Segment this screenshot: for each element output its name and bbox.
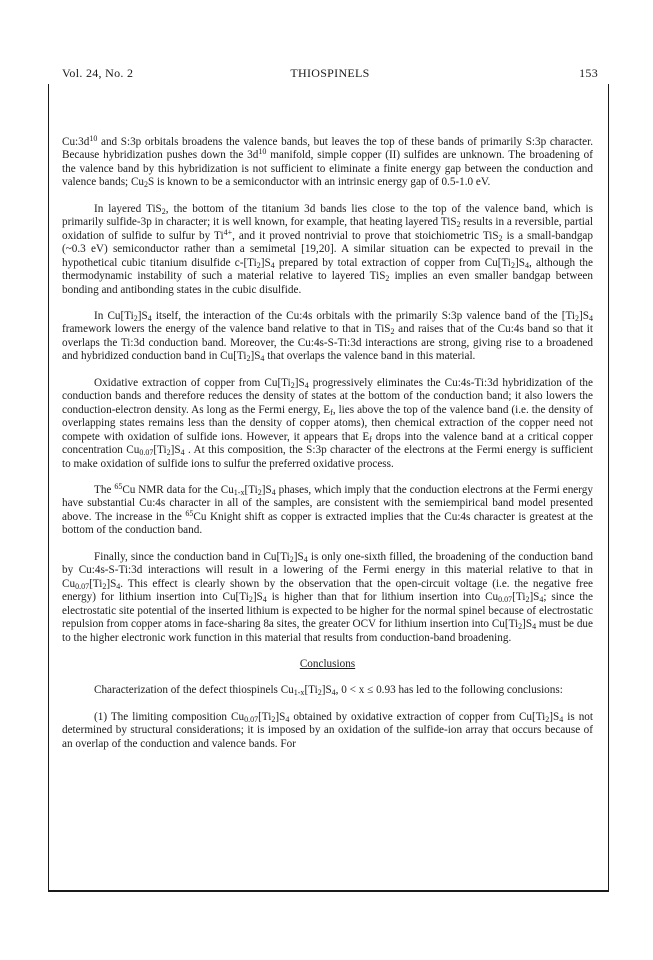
running-title: THIOSPINELS (290, 66, 370, 80)
volume-info: Vol. 24, No. 2 (62, 66, 134, 80)
paragraph-5: The $^{65}$Cu NMR data for the $Cu_{1-x}[Ti_2]S_4$ phases, which imply that the conduction electrons at the Fermi energy have substantial Cu:4s character in all of the samples, are consistent with the semiempirical band model presented above. The increase in the $^{65}$Cu Knight shift as copper is extracted implies that the Cu:4s character is greatest at the bottom of the conduction band. (62, 481, 593, 537)
page-number: 153 (579, 66, 598, 80)
section-heading-conclusions: Conclusions (299, 657, 356, 670)
conclusion-item-1: (1) The limiting composition $Cu_{0.07}[Ti_2]S_4$ obtained by oxidative extraction of copper from $Cu[Ti_2]S_4$ is not determined by structural considerations; it is imposed by an oxidation of the sulfide-ion array that occurs because of an overlap of the conduction and valence bands. For (62, 710, 594, 750)
conclusions-intro: Characterization of the defect thiospinels $Cu_{1-x}[Ti_2]S_4$, 0 < x ≤ 0.93 has led to the following conclusions: (94, 684, 563, 698)
paragraph-1: $Cu:3d^{10}$ and S:3p orbitals broadens the valence bands, but leaves the top of these bands of primarily S:3p character. Because hybridization pushes down the $3d^{10}$ manifold, simple copper (II) sulfides are unknown. The broadening of the valence band by this hybridization is not sufficient to eliminate a finite energy gap between the conduction and valence bands; $Cu_2S$ is known to be a semiconductor with an intrinsic energy gap of 0.5-1.0 eV. (62, 134, 593, 190)
running-header (62, 66, 598, 86)
paragraph-4: Oxidative extraction of copper from $Cu[Ti_2]S_4$ progressively eliminates the Cu:4s-Ti:3d hybridization of the conduction bands and therefore reduces the density of states at the bottom of the conduction band; it also lowers the conduction-electron density. As long as the Fermi energy, $E_f$, lies above the top of the valence band (i.e. the density of overlapping states remains less than the density of copper atoms), then chemical extraction of the copper need not compete with oxidation of sulfide ions. However, it appears that $E_f$ drops into the valence band at a critical copper concentration $Cu_{0.07}[Ti_2]S_4$ . At this composition, the S:3p character of the electrons at the Fermi energy is sufficient to make oxidation of sulfide ions to sulfur the preferred oxidative process. (62, 376, 594, 470)
paragraph-6: Finally, since the conduction band in $Cu[Ti_2]S_4$ is only one-sixth filled, the broadening of the conduction band by Cu:4s-S-Ti:3d interactions will result in a lowering of the Fermi energy in this material relative to that in $Cu_{0.07}[Ti_2]S_4$. This effect is clearly shown by the observation that the open-circuit voltage (i.e. the negative free energy) for lithium insertion into $Cu[Ti_2]S_4$ is higher than that for lithium insertion into $Cu_{0.07}[Ti_2]S_4$; since the electrostatic site potential of the inserted lithium is expected to be higher for the normal spinel because of electrostatic repulsion from copper atoms in face-sharing 8a sites, the greater OCV for lithium insertion into $Cu[Ti_2]S_4$ must be due to the higher electronic work function in this material that results from conduction-band broadening. (62, 550, 593, 644)
paragraph-2: In layered TiS$_2$, the bottom of the titanium 3d bands lies close to the top of the valence band, which is primarily sulfide-3p in character; it is well known, for example, that heating layered TiS$_2$ results in a reversible, partial oxidation of sulfide to sulfur by $Ti^{4+}$, and it proved nontrivial to prove that stoichiometric TiS$_2$ is a small-bandgap (~0.3 eV) semiconductor rather than a semimetal [19,20]. A similar situation can be expected to prevail in the hypothetical cubic titanium disulfide $c-[Ti_2]S_4$ prepared by total extraction of copper from $Cu[Ti_2]S_4$, although the thermodynamic instability of such a material relative to layered TiS$_2$ implies an even smaller bandgap between bonding and antibonding states in the cubic disulfide. (62, 202, 594, 296)
article-body (62, 136, 593, 764)
paragraph-3: In $Cu[Ti_2]S_4$ itself, the interaction of the Cu:4s orbitals with the primarily S:3p valence band of the $[Ti_2]S_4$ framework lowers the energy of the valence band relative to that in TiS$_2$ and raises that of the Cu:4s band so that it overlaps the Ti:3d conduction band. Moreover, the Cu:4s-S-Ti:3d interactions are strong, giving rise to a broadened and hybridized conduction band in $Cu[Ti_2]S_4$ that overlaps the valence band in this material. (62, 309, 593, 364)
